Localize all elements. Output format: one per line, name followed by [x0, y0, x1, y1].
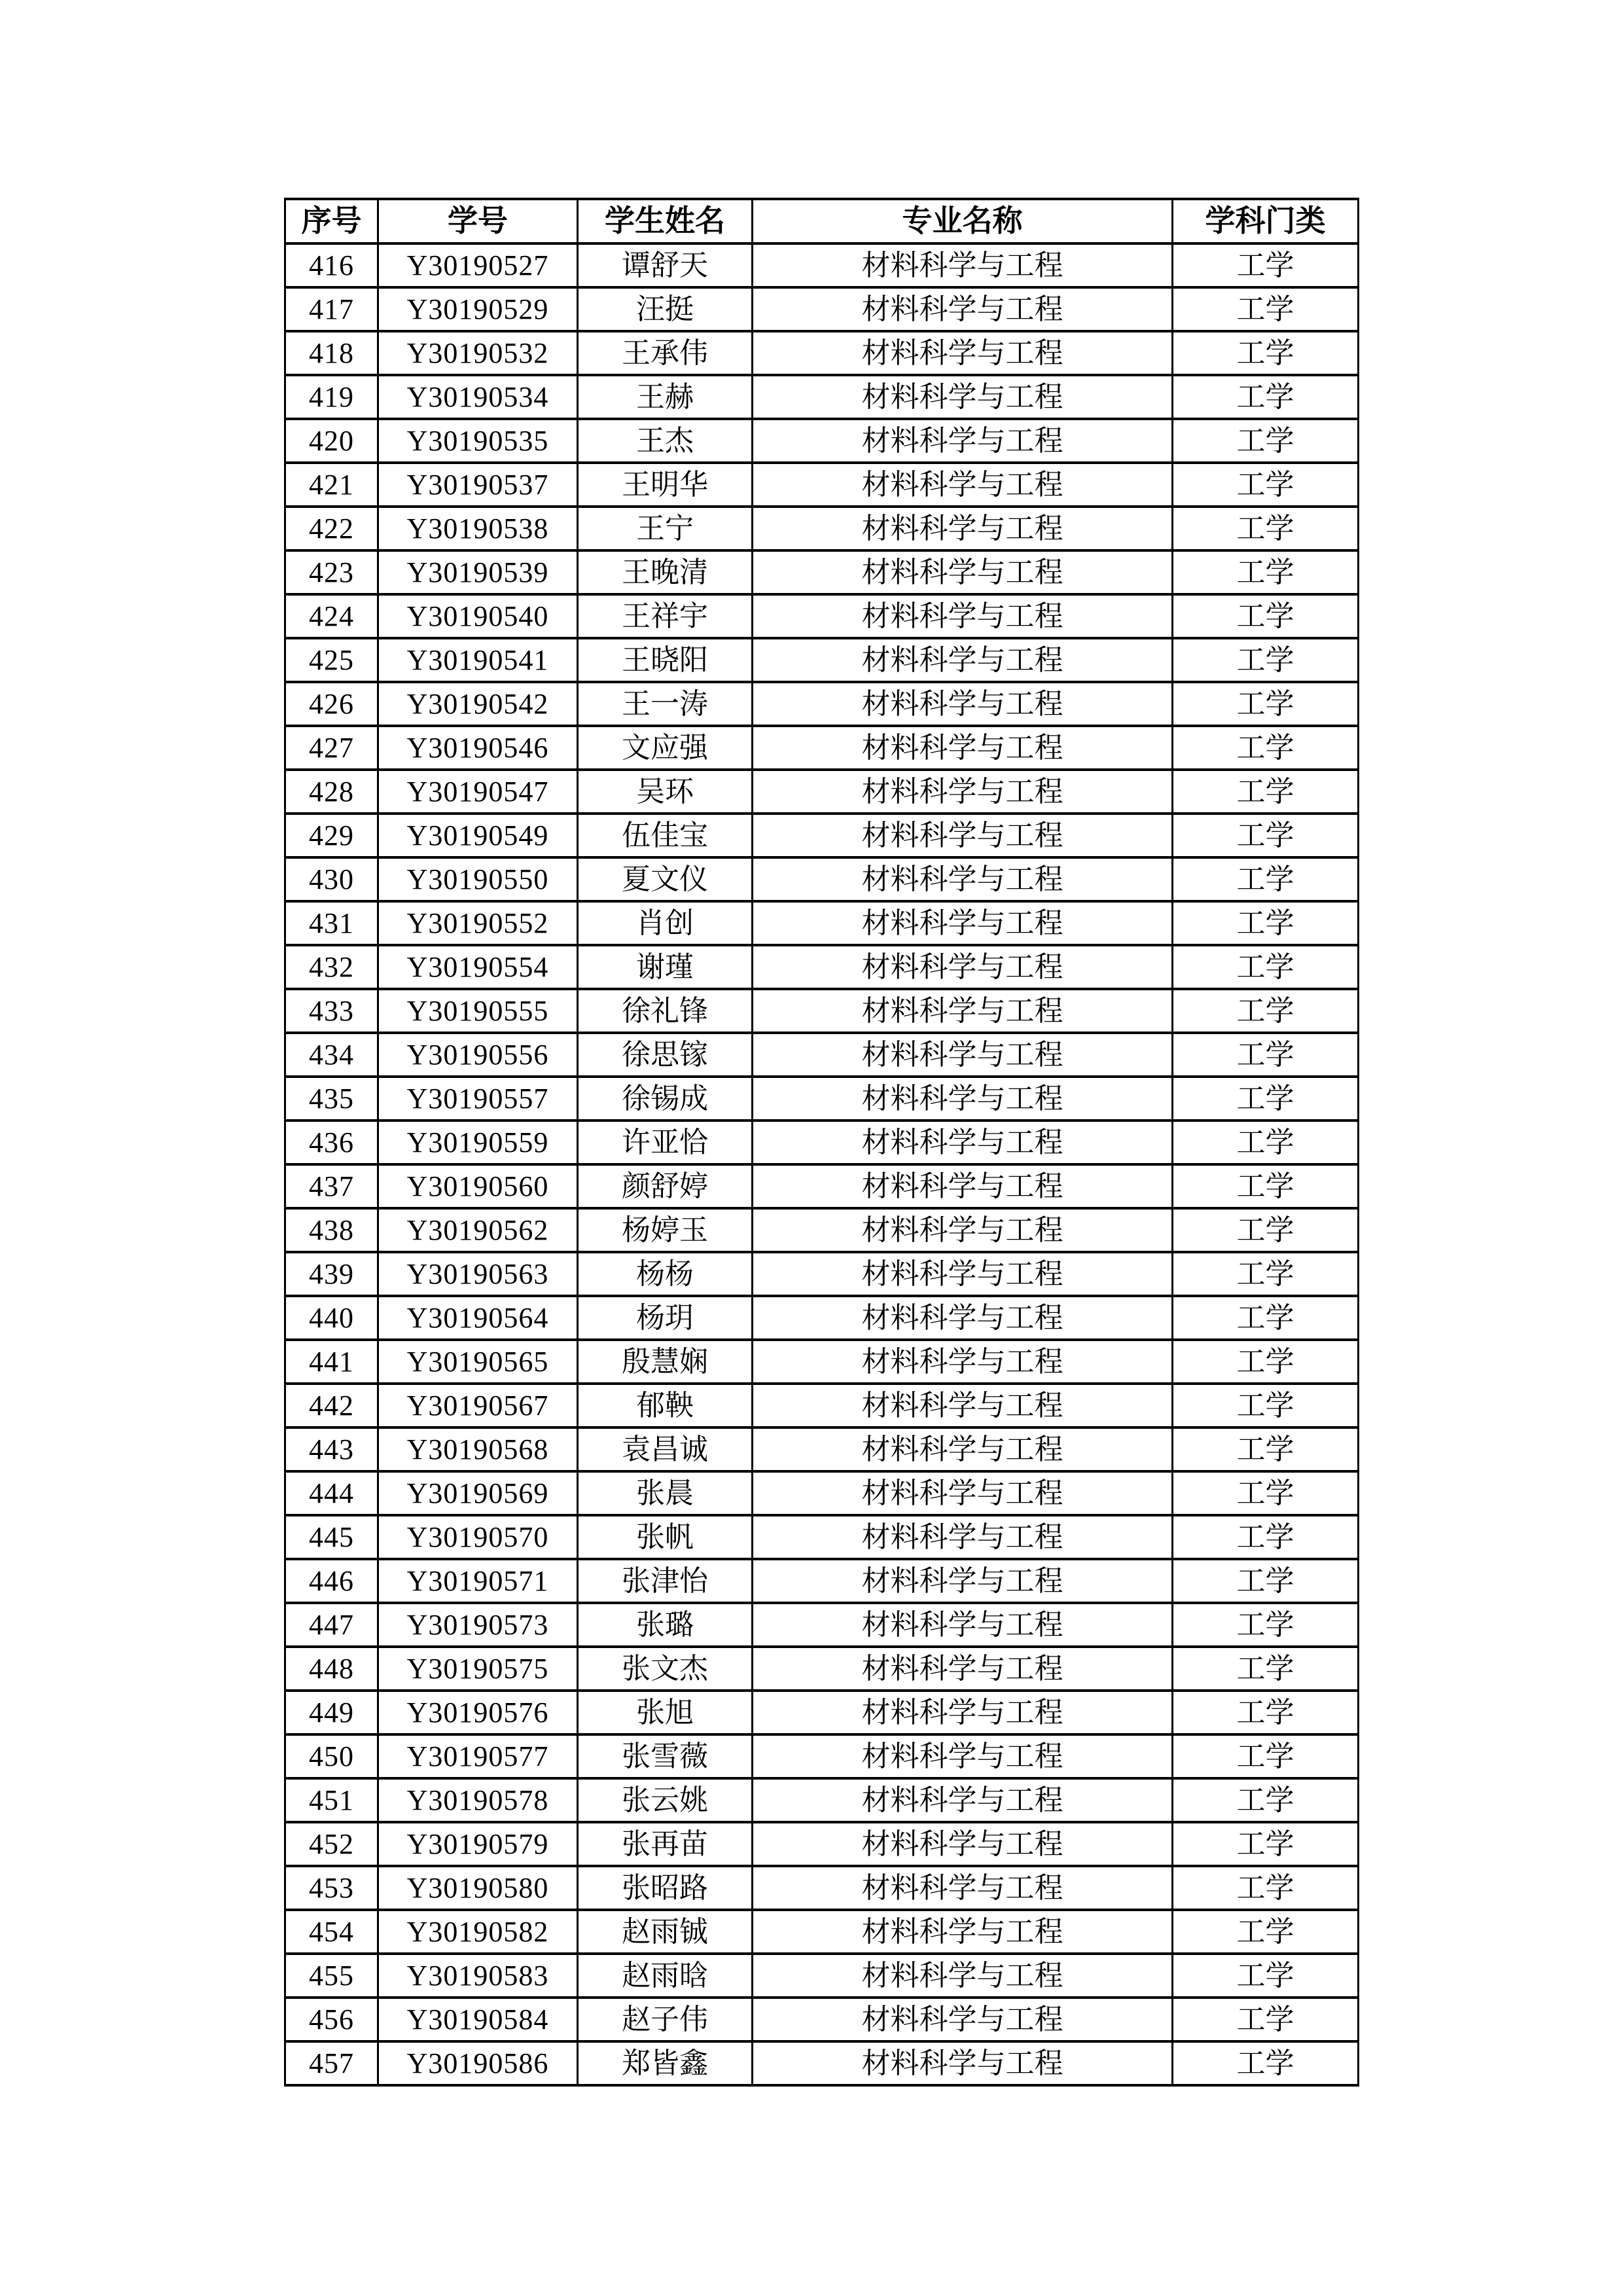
cell-name: 袁昌诚: [578, 1427, 753, 1471]
cell-name: 谭舒天: [578, 243, 753, 287]
cell-index: 416: [285, 243, 378, 287]
cell-student-id: Y30190567: [378, 1384, 578, 1427]
cell-name: 王一涛: [578, 682, 753, 726]
cell-student-id: Y30190541: [378, 638, 578, 682]
cell-major: 材料科学与工程: [753, 287, 1173, 331]
cell-category: 工学: [1173, 1515, 1359, 1559]
cell-major: 材料科学与工程: [753, 594, 1173, 638]
cell-name: 王杰: [578, 419, 753, 463]
cell-major: 材料科学与工程: [753, 1822, 1173, 1866]
cell-index: 455: [285, 1954, 378, 1998]
cell-major: 材料科学与工程: [753, 375, 1173, 419]
cell-major: 材料科学与工程: [753, 2041, 1173, 2085]
cell-student-id: Y30190556: [378, 1033, 578, 1077]
cell-index: 424: [285, 594, 378, 638]
cell-index: 443: [285, 1427, 378, 1471]
cell-name: 杨婷玉: [578, 1208, 753, 1252]
cell-category: 工学: [1173, 857, 1359, 901]
cell-index: 441: [285, 1340, 378, 1384]
cell-name: 王承伟: [578, 331, 753, 375]
cell-major: 材料科学与工程: [753, 463, 1173, 507]
cell-category: 工学: [1173, 594, 1359, 638]
table-header-row: [285, 199, 1359, 243]
cell-major: 材料科学与工程: [753, 1998, 1173, 2041]
header-cell-major: 专业名称: [753, 199, 1173, 243]
cell-category: 工学: [1173, 1033, 1359, 1077]
cell-index: 431: [285, 901, 378, 945]
cell-category: 工学: [1173, 1647, 1359, 1691]
cell-index: 417: [285, 287, 378, 331]
cell-index: 454: [285, 1910, 378, 1954]
cell-name: 颜舒婷: [578, 1164, 753, 1208]
cell-major: 材料科学与工程: [753, 1910, 1173, 1954]
cell-index: 430: [285, 857, 378, 901]
cell-student-id: Y30190532: [378, 331, 578, 375]
cell-student-id: Y30190542: [378, 682, 578, 726]
cell-major: 材料科学与工程: [753, 1077, 1173, 1121]
cell-index: 419: [285, 375, 378, 419]
cell-category: 工学: [1173, 331, 1359, 375]
cell-major: 材料科学与工程: [753, 1164, 1173, 1208]
cell-student-id: Y30190571: [378, 1559, 578, 1603]
cell-major: 材料科学与工程: [753, 550, 1173, 594]
cell-name: 张帆: [578, 1515, 753, 1559]
header-cell-index: 序号: [285, 199, 378, 243]
cell-index: 428: [285, 770, 378, 814]
cell-major: 材料科学与工程: [753, 1471, 1173, 1515]
table-row: [285, 1866, 1359, 1910]
table-row: [285, 1822, 1359, 1866]
cell-name: 张旭: [578, 1691, 753, 1734]
cell-student-id: Y30190529: [378, 287, 578, 331]
cell-name: 徐思镓: [578, 1033, 753, 1077]
cell-category: 工学: [1173, 419, 1359, 463]
cell-student-id: Y30190547: [378, 770, 578, 814]
cell-name: 汪挺: [578, 287, 753, 331]
cell-major: 材料科学与工程: [753, 243, 1173, 287]
cell-name: 王宁: [578, 507, 753, 550]
cell-major: 材料科学与工程: [753, 726, 1173, 770]
cell-student-id: Y30190559: [378, 1121, 578, 1164]
cell-name: 谢瑾: [578, 945, 753, 989]
table-row: [285, 857, 1359, 901]
cell-category: 工学: [1173, 726, 1359, 770]
table-row: [285, 814, 1359, 857]
table-row: [285, 1164, 1359, 1208]
cell-name: 杨玥: [578, 1296, 753, 1340]
cell-index: 450: [285, 1734, 378, 1778]
cell-major: 材料科学与工程: [753, 945, 1173, 989]
cell-major: 材料科学与工程: [753, 1252, 1173, 1296]
cell-category: 工学: [1173, 1121, 1359, 1164]
cell-student-id: Y30190527: [378, 243, 578, 287]
table-row: [285, 1603, 1359, 1647]
cell-index: 438: [285, 1208, 378, 1252]
cell-category: 工学: [1173, 2041, 1359, 2085]
cell-name: 王晚清: [578, 550, 753, 594]
cell-category: 工学: [1173, 1559, 1359, 1603]
table-row: [285, 463, 1359, 507]
cell-student-id: Y30190552: [378, 901, 578, 945]
cell-major: 材料科学与工程: [753, 1427, 1173, 1471]
cell-name: 吴环: [578, 770, 753, 814]
table-row: [285, 1033, 1359, 1077]
cell-major: 材料科学与工程: [753, 1515, 1173, 1559]
cell-index: 423: [285, 550, 378, 594]
header-cell-name: 学生姓名: [578, 199, 753, 243]
cell-student-id: Y30190562: [378, 1208, 578, 1252]
table-row: [285, 1559, 1359, 1603]
cell-major: 材料科学与工程: [753, 901, 1173, 945]
cell-category: 工学: [1173, 1603, 1359, 1647]
cell-name: 赵子伟: [578, 1998, 753, 2041]
cell-category: 工学: [1173, 1778, 1359, 1822]
students-table-body: [285, 243, 1359, 2085]
table-row: [285, 1515, 1359, 1559]
cell-category: 工学: [1173, 1954, 1359, 1998]
cell-name: 肖创: [578, 901, 753, 945]
table-row: [285, 1954, 1359, 1998]
table-row: [285, 594, 1359, 638]
table-row: [285, 1296, 1359, 1340]
cell-student-id: Y30190555: [378, 989, 578, 1033]
cell-category: 工学: [1173, 507, 1359, 550]
cell-category: 工学: [1173, 1208, 1359, 1252]
cell-category: 工学: [1173, 1340, 1359, 1384]
cell-student-id: Y30190586: [378, 2041, 578, 2085]
table-row: [285, 682, 1359, 726]
cell-student-id: Y30190576: [378, 1691, 578, 1734]
table-row: [285, 550, 1359, 594]
cell-student-id: Y30190580: [378, 1866, 578, 1910]
table-row: [285, 331, 1359, 375]
table-row: [285, 1384, 1359, 1427]
cell-index: 421: [285, 463, 378, 507]
cell-student-id: Y30190537: [378, 463, 578, 507]
cell-student-id: Y30190563: [378, 1252, 578, 1296]
cell-name: 夏文仪: [578, 857, 753, 901]
table-row: [285, 1340, 1359, 1384]
cell-student-id: Y30190550: [378, 857, 578, 901]
cell-category: 工学: [1173, 638, 1359, 682]
cell-category: 工学: [1173, 1296, 1359, 1340]
cell-major: 材料科学与工程: [753, 814, 1173, 857]
cell-index: 457: [285, 2041, 378, 2085]
table-row: [285, 1778, 1359, 1822]
cell-name: 杨杨: [578, 1252, 753, 1296]
cell-name: 王明华: [578, 463, 753, 507]
cell-student-id: Y30190554: [378, 945, 578, 989]
cell-name: 张文杰: [578, 1647, 753, 1691]
cell-student-id: Y30190584: [378, 1998, 578, 2041]
cell-major: 材料科学与工程: [753, 1208, 1173, 1252]
cell-category: 工学: [1173, 1164, 1359, 1208]
cell-name: 王晓阳: [578, 638, 753, 682]
cell-major: 材料科学与工程: [753, 1033, 1173, 1077]
cell-category: 工学: [1173, 1998, 1359, 2041]
cell-category: 工学: [1173, 463, 1359, 507]
cell-major: 材料科学与工程: [753, 507, 1173, 550]
cell-student-id: Y30190538: [378, 507, 578, 550]
cell-student-id: Y30190540: [378, 594, 578, 638]
cell-category: 工学: [1173, 1866, 1359, 1910]
cell-category: 工学: [1173, 682, 1359, 726]
students-table: [284, 198, 1359, 2087]
cell-category: 工学: [1173, 1691, 1359, 1734]
cell-name: 郑皆鑫: [578, 2041, 753, 2085]
cell-category: 工学: [1173, 814, 1359, 857]
table-row: [285, 1998, 1359, 2041]
cell-index: 451: [285, 1778, 378, 1822]
cell-category: 工学: [1173, 1910, 1359, 1954]
cell-student-id: Y30190569: [378, 1471, 578, 1515]
cell-name: 许亚恰: [578, 1121, 753, 1164]
cell-major: 材料科学与工程: [753, 1296, 1173, 1340]
cell-name: 伍佳宝: [578, 814, 753, 857]
cell-name: 赵雨晗: [578, 1954, 753, 1998]
cell-category: 工学: [1173, 770, 1359, 814]
cell-index: 440: [285, 1296, 378, 1340]
cell-student-id: Y30190535: [378, 419, 578, 463]
cell-name: 郁鞅: [578, 1384, 753, 1427]
cell-index: 447: [285, 1603, 378, 1647]
table-row: [285, 901, 1359, 945]
cell-major: 材料科学与工程: [753, 770, 1173, 814]
table-row: [285, 770, 1359, 814]
cell-index: 436: [285, 1121, 378, 1164]
table-row: [285, 1691, 1359, 1734]
cell-major: 材料科学与工程: [753, 1778, 1173, 1822]
cell-major: 材料科学与工程: [753, 1384, 1173, 1427]
cell-category: 工学: [1173, 945, 1359, 989]
cell-name: 文应强: [578, 726, 753, 770]
cell-student-id: Y30190573: [378, 1603, 578, 1647]
table-row: [285, 419, 1359, 463]
cell-student-id: Y30190582: [378, 1910, 578, 1954]
cell-student-id: Y30190568: [378, 1427, 578, 1471]
cell-category: 工学: [1173, 1252, 1359, 1296]
cell-category: 工学: [1173, 1822, 1359, 1866]
cell-index: 433: [285, 989, 378, 1033]
table-row: [285, 945, 1359, 989]
cell-student-id: Y30190534: [378, 375, 578, 419]
cell-index: 452: [285, 1822, 378, 1866]
cell-student-id: Y30190578: [378, 1778, 578, 1822]
cell-category: 工学: [1173, 550, 1359, 594]
cell-student-id: Y30190564: [378, 1296, 578, 1340]
cell-category: 工学: [1173, 901, 1359, 945]
cell-student-id: Y30190539: [378, 550, 578, 594]
cell-category: 工学: [1173, 243, 1359, 287]
cell-index: 426: [285, 682, 378, 726]
cell-major: 材料科学与工程: [753, 1691, 1173, 1734]
table-row: [285, 1910, 1359, 1954]
cell-major: 材料科学与工程: [753, 1734, 1173, 1778]
cell-index: 420: [285, 419, 378, 463]
table-row: [285, 638, 1359, 682]
cell-major: 材料科学与工程: [753, 989, 1173, 1033]
table-row: [285, 1077, 1359, 1121]
header-cell-student-id: 学号: [378, 199, 578, 243]
table-row: [285, 989, 1359, 1033]
cell-index: 444: [285, 1471, 378, 1515]
cell-index: 439: [285, 1252, 378, 1296]
cell-name: 张云姚: [578, 1778, 753, 1822]
cell-index: 456: [285, 1998, 378, 2041]
header-cell-category: 学科门类: [1173, 199, 1359, 243]
cell-index: 435: [285, 1077, 378, 1121]
cell-name: 徐锡成: [578, 1077, 753, 1121]
cell-student-id: Y30190577: [378, 1734, 578, 1778]
table-row: [285, 726, 1359, 770]
cell-category: 工学: [1173, 1077, 1359, 1121]
cell-student-id: Y30190560: [378, 1164, 578, 1208]
cell-name: 张再苗: [578, 1822, 753, 1866]
cell-major: 材料科学与工程: [753, 1340, 1173, 1384]
cell-student-id: Y30190575: [378, 1647, 578, 1691]
cell-major: 材料科学与工程: [753, 1954, 1173, 1998]
cell-name: 殷慧娴: [578, 1340, 753, 1384]
cell-category: 工学: [1173, 989, 1359, 1033]
cell-name: 王祥宇: [578, 594, 753, 638]
cell-major: 材料科学与工程: [753, 331, 1173, 375]
cell-name: 徐礼锋: [578, 989, 753, 1033]
cell-index: 434: [285, 1033, 378, 1077]
cell-category: 工学: [1173, 287, 1359, 331]
cell-index: 449: [285, 1691, 378, 1734]
table-row: [285, 375, 1359, 419]
cell-name: 王赫: [578, 375, 753, 419]
table-row: [285, 1121, 1359, 1164]
cell-index: 448: [285, 1647, 378, 1691]
table-row: [285, 507, 1359, 550]
cell-major: 材料科学与工程: [753, 1559, 1173, 1603]
cell-student-id: Y30190579: [378, 1822, 578, 1866]
cell-name: 张昭路: [578, 1866, 753, 1910]
cell-category: 工学: [1173, 1427, 1359, 1471]
table-row: [285, 1647, 1359, 1691]
cell-index: 425: [285, 638, 378, 682]
table-row: [285, 243, 1359, 287]
cell-student-id: Y30190546: [378, 726, 578, 770]
cell-index: 445: [285, 1515, 378, 1559]
cell-major: 材料科学与工程: [753, 682, 1173, 726]
cell-major: 材料科学与工程: [753, 857, 1173, 901]
cell-index: 432: [285, 945, 378, 989]
cell-index: 418: [285, 331, 378, 375]
cell-name: 张晨: [578, 1471, 753, 1515]
cell-category: 工学: [1173, 375, 1359, 419]
cell-index: 437: [285, 1164, 378, 1208]
table-row: [285, 1471, 1359, 1515]
cell-index: 422: [285, 507, 378, 550]
cell-name: 赵雨铖: [578, 1910, 753, 1954]
cell-major: 材料科学与工程: [753, 1603, 1173, 1647]
cell-name: 张雪薇: [578, 1734, 753, 1778]
cell-student-id: Y30190570: [378, 1515, 578, 1559]
cell-category: 工学: [1173, 1471, 1359, 1515]
table-row: [285, 1208, 1359, 1252]
cell-index: 429: [285, 814, 378, 857]
cell-student-id: Y30190557: [378, 1077, 578, 1121]
table-row: [285, 2041, 1359, 2085]
cell-student-id: Y30190565: [378, 1340, 578, 1384]
cell-category: 工学: [1173, 1384, 1359, 1427]
cell-major: 材料科学与工程: [753, 638, 1173, 682]
cell-index: 453: [285, 1866, 378, 1910]
cell-index: 427: [285, 726, 378, 770]
cell-name: 张津怡: [578, 1559, 753, 1603]
table-row: [285, 1427, 1359, 1471]
cell-student-id: Y30190583: [378, 1954, 578, 1998]
table-row: [285, 1734, 1359, 1778]
cell-name: 张璐: [578, 1603, 753, 1647]
table-row: [285, 1252, 1359, 1296]
cell-major: 材料科学与工程: [753, 1647, 1173, 1691]
cell-major: 材料科学与工程: [753, 419, 1173, 463]
cell-index: 442: [285, 1384, 378, 1427]
cell-student-id: Y30190549: [378, 814, 578, 857]
cell-category: 工学: [1173, 1734, 1359, 1778]
table-row: [285, 287, 1359, 331]
cell-major: 材料科学与工程: [753, 1866, 1173, 1910]
cell-index: 446: [285, 1559, 378, 1603]
cell-major: 材料科学与工程: [753, 1121, 1173, 1164]
